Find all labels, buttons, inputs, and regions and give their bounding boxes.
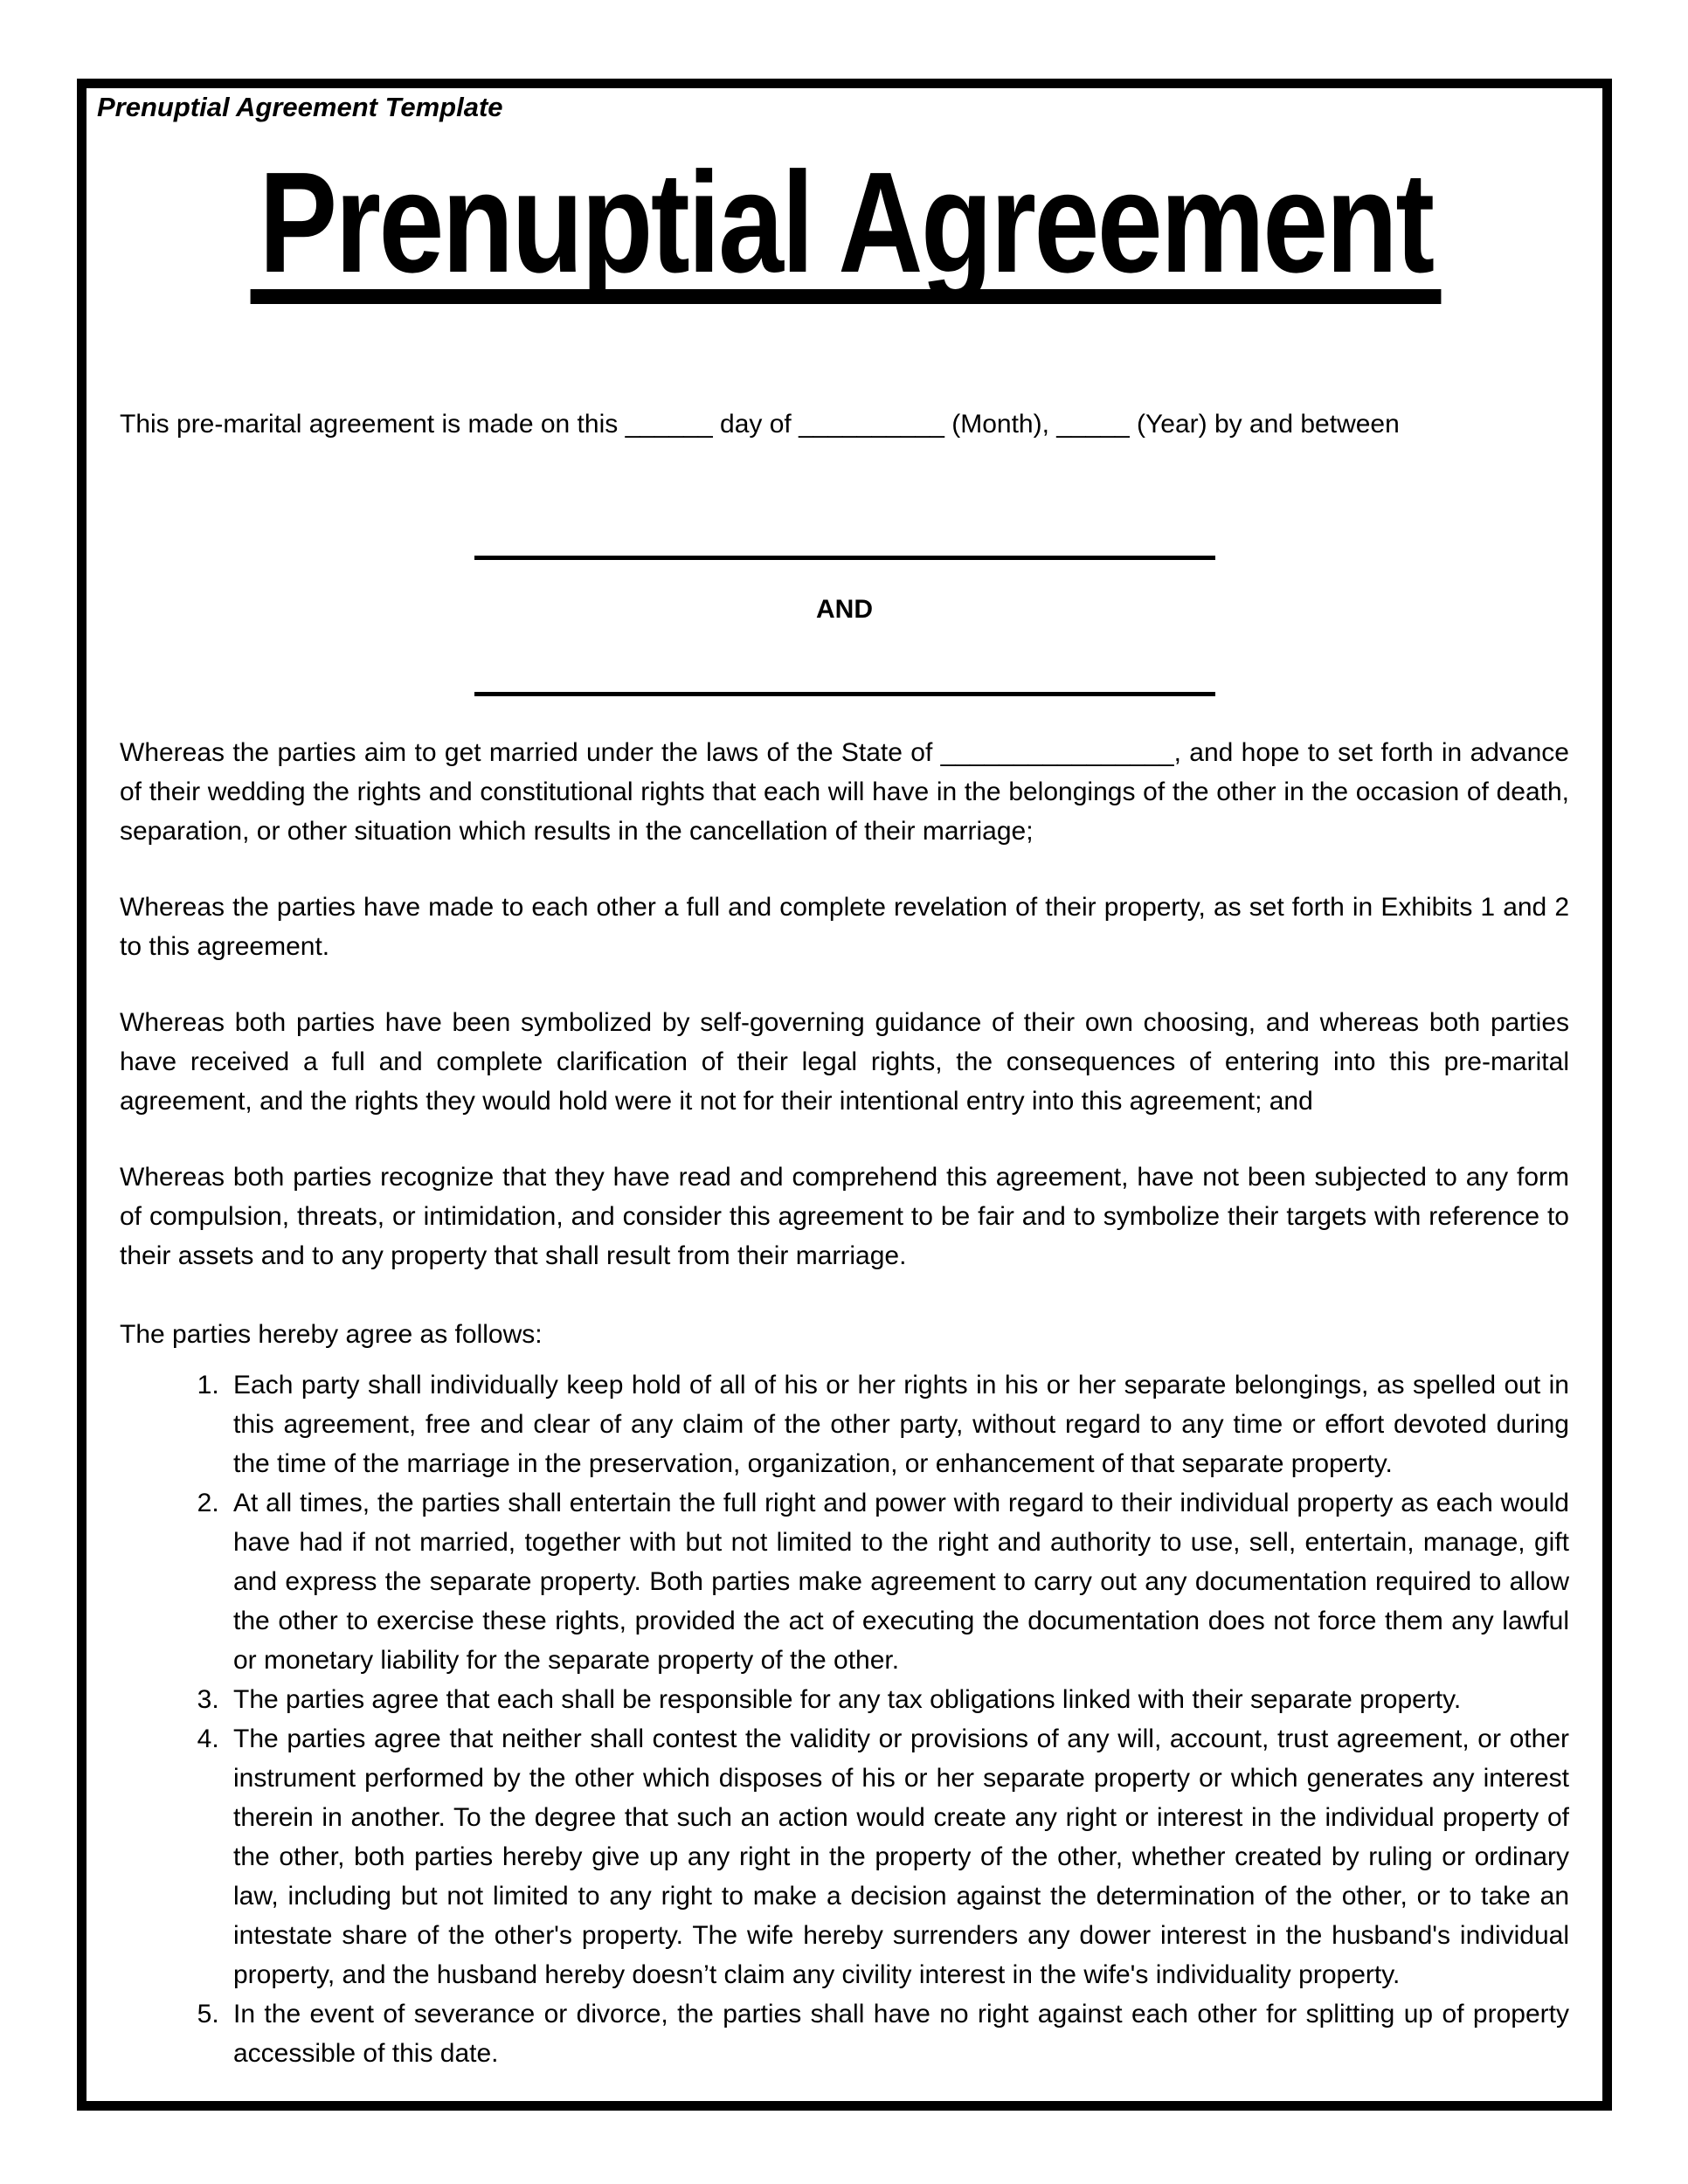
- clause-text: The parties agree that neither shall contest the validity or provisions of any will, account, trust agreement, or other instrument performed by the other which disposes of his or her separate property or which generates any interest therein in another. To the degree that such an action would create any right or interest in the individual property of the other, both parties hereby give up any right in the property of the other, whether created by ruling or ordinary law, including but not limited to any right to make a decision against the determination of the other, or to take an intestate share of the other's property. The wife hereby surrenders any dower interest in the husband's individual property, and the husband hereby doesn’t claim any civility interest in the wife's individuality property.: [233, 1724, 1569, 1989]
- clause-item: [226, 1365, 1569, 1483]
- template-label: Prenuptial Agreement Template: [97, 92, 503, 122]
- page-title: Prenuptial Agreement: [251, 156, 1442, 305]
- party-name-blank-line-2: [474, 692, 1215, 696]
- clause-text: The parties agree that each shall be responsible for any tax obligations linked with their separate property.: [233, 1684, 1462, 1714]
- clause-item: [226, 1680, 1569, 1719]
- party-name-blank-line-1: [474, 556, 1215, 560]
- agreement-intro-line: The parties hereby agree as follows:: [120, 1319, 543, 1349]
- whereas-paragraph: Whereas both parties have been symbolized by self-governing guidance of their own choosing, and whereas both parties have received a full and complete clarification of their legal rights, the consequences of entering into this pre-marital agreement, and the rights they would hold were it not for their intentional entry into this agreement; and: [120, 1007, 1569, 1116]
- parties-section: [120, 556, 1569, 696]
- clause-item: [226, 1994, 1569, 2073]
- clauses-list: [120, 1365, 1569, 2073]
- whereas-paragraph: Whereas the parties have made to each other a full and complete revelation of their property, as set forth in Exhibits 1 and 2 to this agreement.: [120, 892, 1569, 961]
- title-wrap: [120, 142, 1569, 307]
- document-frame: [77, 79, 1612, 2111]
- clause-item: [226, 1719, 1569, 1994]
- whereas-paragraph: Whereas the parties aim to get married under the laws of the State of ________________, and hope to set forth in advance of their wedding the rights and constitutional rights that each will have in the belongings of the other in the occasion of death, separation, or other situation which results in the cancellation of their marriage;: [120, 737, 1569, 846]
- clause-text: Each party shall individually keep hold of all of his or her rights in his or her separate belongings, as spelled out in this agreement, free and clear of any claim of the other party, without regard to any time or effort devoted during the time of the marriage in the preservation, organization, or enhancement of that separate property.: [233, 1370, 1569, 1478]
- whereas-paragraph: Whereas both parties recognize that they have read and comprehend this agreement, have not been subjected to any form of compulsion, threats, or intimidation, and consider this agreement to be fair and to symbolize their targets with reference to their assets and to any property that shall result from their marriage.: [120, 1162, 1569, 1270]
- clause-item: [226, 1483, 1569, 1680]
- intro-line: This pre-marital agreement is made on this ______ day of __________ (Month), _____ (Year) by and between: [120, 409, 1400, 439]
- clause-text: At all times, the parties shall entertain the full right and power with regard to their individual property as each would have had if not married, together with but not limited to the right and authority to use, sell, entertain, manage, gift and express the separate property. Both parties make agreement to carry out any documentation required to allow the other to exercise these rights, provided the act of executing the documentation does not force them any lawful or monetary liability for the separate property of the other.: [233, 1488, 1569, 1675]
- clause-text: In the event of severance or divorce, the parties shall have no right against each other for splitting up of property accessible of this date.: [233, 1999, 1569, 2068]
- and-separator-label: AND: [816, 594, 873, 624]
